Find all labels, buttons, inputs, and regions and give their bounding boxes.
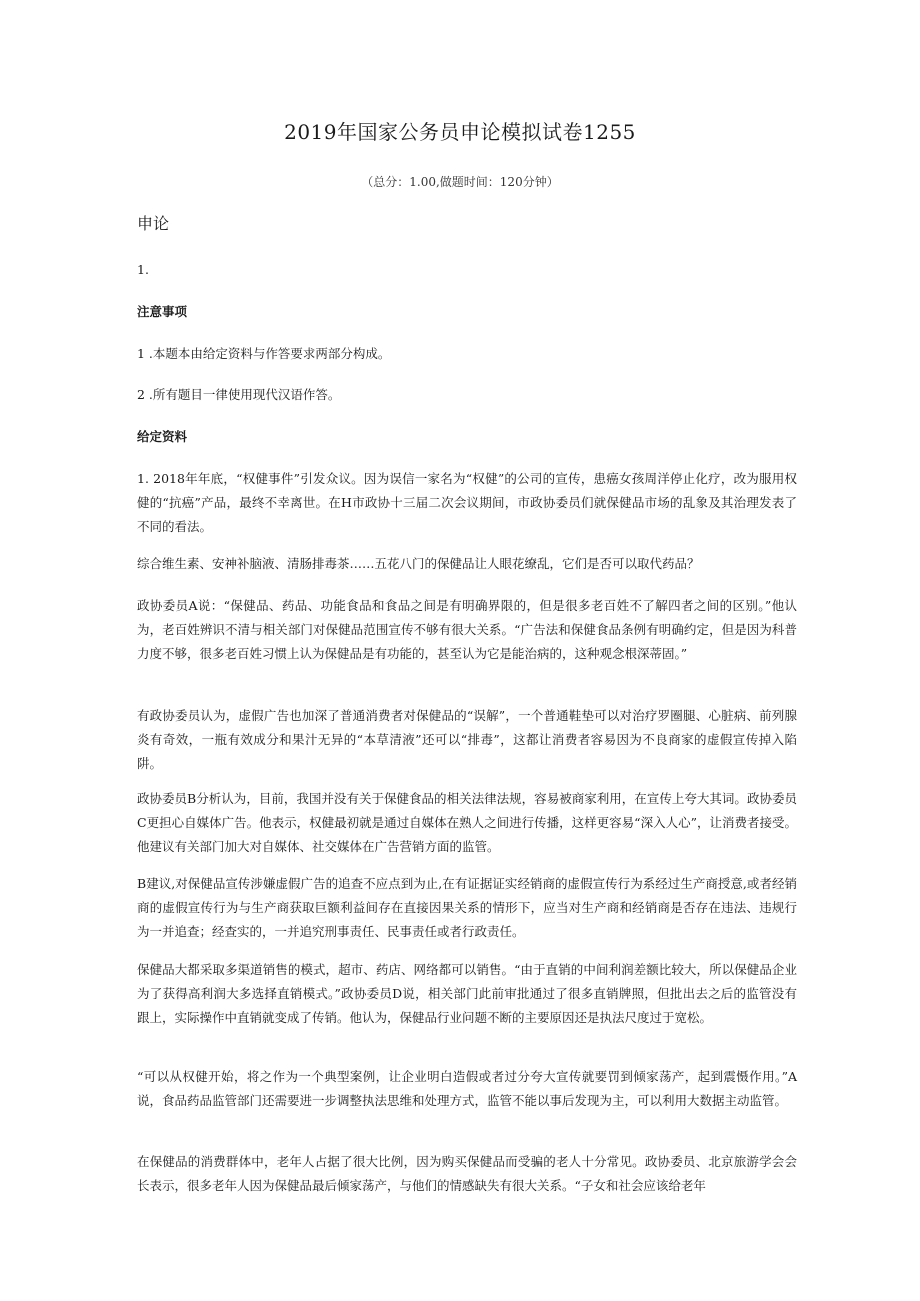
material-paragraph: 保健品大都采取多渠道销售的模式，超市、药店、网络都可以销售。“由于直销的中间利润差额比较大，所以保健品企业为了获得高利润大多选择直销模式。”政协委员D说，相关部门此前审批通过了很多直销牌照，但批出去之后的监管没有跟上，实际操作中直销就变成了传销。他认为，保健品行业问题不断的主要原因还是执法尺度过于宽松。 — [137, 962, 797, 1025]
material-paragraph: 综合维生素、安神补脑液、清肠排毒茶……五花八门的保健品让人眼花缭乱，它们是否可以取代药品？ — [137, 556, 700, 571]
notice-item: 2 .所有题目一律使用现代汉语作答。 — [137, 387, 341, 402]
question-number: 1. — [137, 262, 149, 277]
notice-heading: 注意事项 — [137, 304, 188, 319]
section-heading: 申论 — [137, 214, 170, 233]
document-title: 2019年国家公务员申论模拟试卷1255 — [284, 120, 636, 144]
material-paragraph: 在保健品的消费群体中，老年人占据了很大比例，因为购买保健品而受骗的老人十分常见。政协委员、北京旅游学会会长表示，很多老年人因为保健品最后倾家荡产，与他们的情感缺失有很大关系。“子女和社会应该给老年 — [137, 1154, 797, 1193]
notice-item: 1 .本题本由给定资料与作答要求两部分构成。 — [137, 346, 391, 361]
material-paragraph: 政协委员B分析认为，目前，我国并没有关于保健食品的相关法律法规，容易被商家利用，在宣传上夸大其词。政协委员C更担心自媒体广告。他表示，权健最初就是通过自媒体在熟人之间进行传播，这样更容易“深入人心”，让消费者接受。他建议有关部门加大对自媒体、社交媒体在广告营销方面的监管。 — [137, 791, 797, 854]
material-paragraph: 1. 2018年年底，“权健事件”引发众议。因为误信一家名为“权健”的公司的宣传，患癌女孩周洋停止化疗，改为服用权健的“抗癌”产品，最终不幸离世。在H市政协十三届二次会议期间，市政协委员们就保健品市场的乱象及其治理发表了不同的看法。 — [137, 471, 797, 534]
material-paragraph: “可以从权健开始，将之作为一个典型案例，让企业明白造假或者过分夸大宣传就要罚到倾家荡产，起到震慑作用。”A说，食品药品监管部门还需要进一步调整执法思维和处理方式，监管不能以事后发现为主，可以利用大数据主动监管。 — [137, 1069, 797, 1108]
material-paragraph: 政协委员A说：“保健品、药品、功能食品和食品之间是有明确界限的，但是很多老百姓不了解四者之间的区别。”他认为，老百姓辨识不清与相关部门对保健品范围宣传不够有很大关系。“广告法和保健食品条例有明确约定，但是因为科普力度不够，很多老百姓习惯上认为保健品是有功能的，甚至认为它是能治病的，这种观念根深蒂固。” — [137, 598, 797, 661]
exam-info: （总分：1.00,做题时间：120分钟） — [361, 175, 559, 189]
material-paragraph: B建议,对保健品宣传涉嫌虚假广告的追查不应点到为止,在有证据证实经销商的虚假宣传行为系经过生产商授意,或者经销商的虚假宣传行为与生产商获取巨额利益间存在直接因果关系的情形下，应当对生产商和经销商是否存在违法、违规行为一并追查；经查实的，一并追究刑事责任、民事责任或者行政责任。 — [137, 876, 797, 939]
materials-heading: 给定资料 — [137, 429, 188, 444]
material-paragraph: 有政协委员认为，虚假广告也加深了普通消费者对保健品的“误解”，一个普通鞋垫可以对治疗罗圈腿、心脏病、前列腺炎有奇效，一瓶有效成分和果汁无异的“本草清液”还可以“排毒”，这都让消费者容易因为不良商家的虚假宣传掉入陷阱。 — [137, 708, 797, 771]
